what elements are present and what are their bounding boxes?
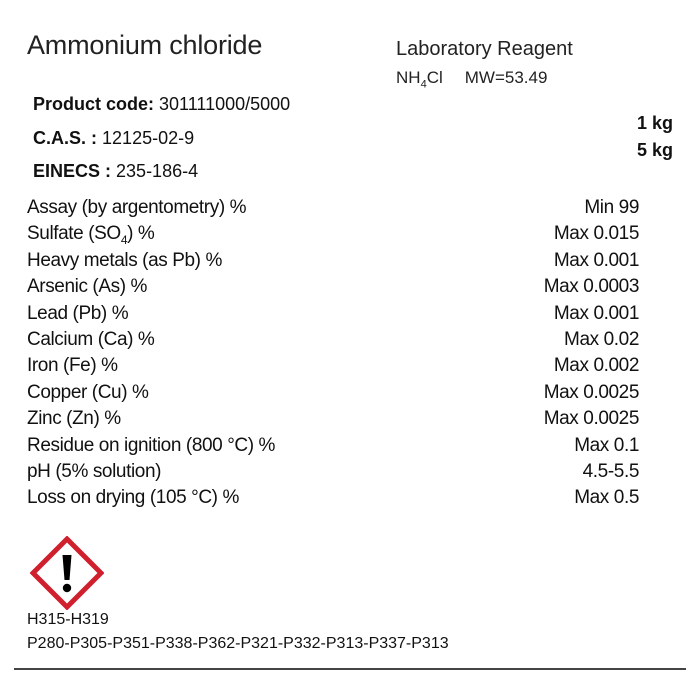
spec-value: Max 0.5 xyxy=(574,487,639,509)
hazard-statements: H315-H319 xyxy=(27,611,109,628)
exclamation-dot xyxy=(63,584,71,592)
spec-value: Max 0.001 xyxy=(553,302,639,324)
spec-row xyxy=(27,195,639,221)
einecs-label: EINECS : xyxy=(33,161,112,181)
spec-row xyxy=(27,485,639,511)
formula-main: NH xyxy=(396,68,421,87)
spec-name-pre: Sulfate (SO xyxy=(27,223,121,245)
spec-name: Iron (Fe) % xyxy=(27,355,118,377)
spec-name xyxy=(27,221,154,247)
einecs-value: 235-186-4 xyxy=(116,161,199,181)
spec-name-post: ) % xyxy=(127,223,155,245)
spec-row xyxy=(27,274,639,300)
einecs-row xyxy=(33,161,198,182)
chemical-formula-line xyxy=(396,68,547,90)
spec-row xyxy=(27,248,639,274)
specifications-table xyxy=(27,195,639,512)
spec-row xyxy=(27,433,639,459)
spec-value: Max 0.1 xyxy=(574,434,639,456)
spec-value: Max 0.001 xyxy=(553,249,639,271)
product-name: Ammonium chloride xyxy=(27,30,263,60)
spec-name: Copper (Cu) % xyxy=(27,381,149,403)
precautionary-statements: P280-P305-P351-P338-P362-P321-P332-P313-P337-P313 xyxy=(27,635,449,652)
spec-name: Heavy metals (as Pb) % xyxy=(27,249,222,271)
spec-value: Max 0.02 xyxy=(564,328,639,350)
spec-row xyxy=(27,380,639,406)
spec-name: Assay (by argentometry) % xyxy=(27,197,247,218)
spec-name-subscript: 4 xyxy=(120,233,128,248)
spec-name: Calcium (Ca) % xyxy=(27,328,155,350)
spec-name: pH (5% solution) xyxy=(27,460,162,482)
cas-row xyxy=(33,128,194,149)
formula-tail: Cl xyxy=(426,68,443,87)
product-code-row xyxy=(33,94,290,115)
cas-label: C.A.S. : xyxy=(33,128,98,148)
spec-row xyxy=(27,459,639,485)
product-code-label: Product code: xyxy=(33,94,155,114)
spec-row xyxy=(27,353,639,379)
spec-name: Zinc (Zn) % xyxy=(27,408,121,430)
spec-row xyxy=(27,327,639,353)
spec-value: Max 0.015 xyxy=(553,223,639,245)
cas-value: 12125-02-9 xyxy=(102,128,195,148)
spec-value: 4.5-5.5 xyxy=(582,460,639,482)
spec-name: Arsenic (As) % xyxy=(27,276,148,298)
spec-row xyxy=(27,406,639,432)
spec-value: Min 99 xyxy=(584,197,639,218)
spec-row xyxy=(27,301,639,327)
spec-name: Lead (Pb) % xyxy=(27,302,129,324)
bottom-divider xyxy=(14,668,686,670)
spec-value: Max 0.0025 xyxy=(543,381,639,403)
spec-value: Max 0.0003 xyxy=(543,276,639,298)
spec-name: Residue on ignition (800 °C) % xyxy=(27,434,276,456)
spec-row xyxy=(27,221,639,247)
spec-value: Max 0.0025 xyxy=(543,408,639,430)
reagent-grade: Laboratory Reagent xyxy=(396,38,573,60)
spec-name: Loss on drying (105 °C) % xyxy=(27,487,239,509)
product-code-value: 301111000/5000 xyxy=(159,94,291,114)
spec-value: Max 0.002 xyxy=(553,355,639,377)
pack-size-1: 1 kg xyxy=(636,113,673,133)
pack-size-2: 5 kg xyxy=(636,140,673,160)
molecular-weight: MW=53.49 xyxy=(464,68,548,87)
formula-subscript: 4 xyxy=(420,78,427,91)
exclamation-mark-hazard-icon xyxy=(30,536,104,610)
